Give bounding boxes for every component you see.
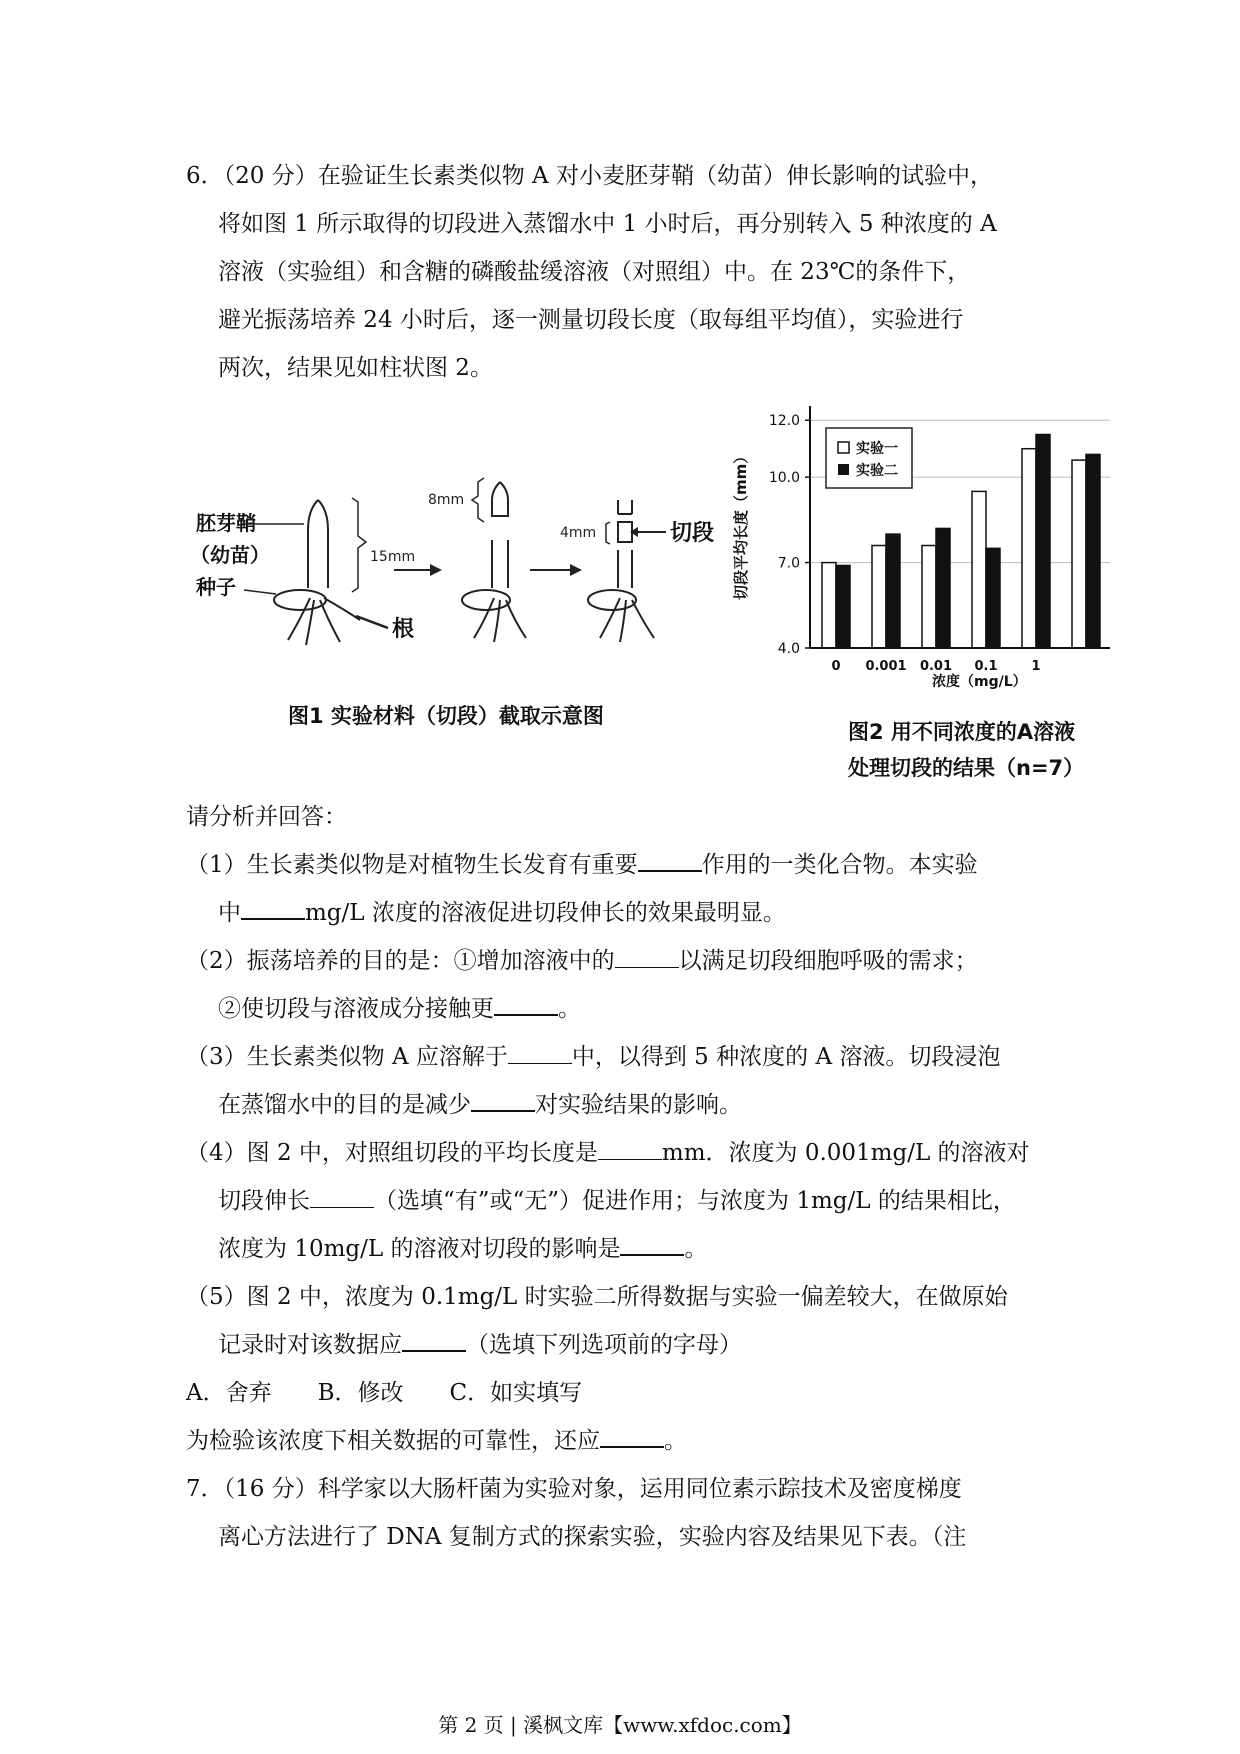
chart-x-ticks [831, 659, 1040, 674]
q1-line-1 [186, 850, 978, 880]
y-axis-label: 切段平均长度（mm） [732, 448, 750, 600]
q2-blank-2[interactable] [494, 994, 558, 1016]
bar-series-1-cat-4 [1022, 449, 1036, 648]
q1-text-b: 作用的一类化合物。本实验 [701, 852, 978, 878]
q4-text-c: 切段伸长 [218, 1188, 310, 1214]
bar-series-2-cat-0 [836, 565, 850, 648]
bar-series-2-cat-4 [1036, 434, 1050, 648]
label-seed: 种子 [196, 575, 236, 599]
q6-line-4: 避光振荡培养 24 小时后，逐一测量切段长度（取每组平均值），实验进行 [218, 307, 964, 333]
q6-line-5: 两次，结果见如柱状图 2。 [218, 355, 493, 381]
q6-line-3: 溶液（实验组）和含糖的磷酸盐缓溶液（对照组）中。在 23℃的条件下， [218, 259, 971, 285]
q2-line-1 [186, 946, 978, 976]
q4-line-3 [218, 1234, 707, 1264]
q4-text-e: 浓度为 10mg/L 的溶液对切段的影响是 [218, 1236, 621, 1262]
bar-series-1-cat-2 [922, 546, 936, 648]
q1-text-a: （1）生长素类似物是对植物生长发育有重要 [186, 852, 638, 878]
q5-line-1: （5）图 2 中，浓度为 0.1mg/L 时实验二所得数据与实验一偏差较大，在做原始 [186, 1284, 1008, 1310]
x-tick-label: 0 [831, 659, 841, 674]
q7-line-2: 离心方法进行了 DNA 复制方式的探索实验，实验内容及结果见下表。（注 [218, 1524, 967, 1550]
figure-1-diagram [180, 470, 720, 655]
q5-blank-1[interactable] [402, 1330, 466, 1352]
q5-text-c: 为检验该浓度下相关数据的可靠性，还应 [186, 1428, 600, 1454]
figure-2-chart [722, 400, 1122, 690]
legend-label-series-1: 实验一 [856, 441, 898, 457]
bar-series-1-cat-3 [972, 491, 986, 648]
q4-text-b: mm．浓度为 0.001mg/L 的溶液对 [661, 1140, 1030, 1166]
seedling-cut-tip [462, 482, 526, 642]
label-seedling: （幼苗） [190, 543, 270, 567]
legend-label-series-2: 实验二 [856, 463, 898, 479]
y-tick-label: 7.0 [777, 555, 800, 572]
legend-box [826, 428, 912, 488]
label-coleoptile: 胚芽鞘 [196, 511, 256, 535]
q6-line-2: 将如图 1 所示取得的切段进入蒸馏水中 1 小时后，再分别转入 5 种浓度的 A [218, 211, 997, 237]
figure-2-caption-line-1: 图2 用不同浓度的A溶液 [848, 720, 1076, 744]
figure-1-caption: 图1 实验材料（切段）截取示意图 [288, 704, 604, 728]
y-tick-label: 12.0 [768, 413, 800, 430]
bar-series-2-cat-1 [886, 534, 900, 648]
bar-series-2-cat-3 [986, 548, 1000, 648]
label-8mm: 8mm [428, 492, 465, 508]
q2-text-a: （2）振荡培养的目的是：①增加溶液中的 [186, 948, 615, 974]
page-footer: 第 2 页 | 溪枫文库【www.xfdoc.com】 [438, 1713, 802, 1737]
q5-options: A．舍弃 B．修改 C．如实填写 [186, 1380, 583, 1406]
q4-text-a: （4）图 2 中，对照组切段的平均长度是 [186, 1140, 598, 1166]
seedling-full [274, 500, 360, 645]
q1-text-c: 中 [218, 900, 241, 926]
bar-series-2-cat-5 [1086, 454, 1100, 648]
q1-blank-2[interactable] [241, 898, 305, 920]
q1-text-d: mg/L 浓度的溶液促进切段伸长的效果最明显。 [305, 900, 786, 926]
q4-blank-1[interactable] [598, 1139, 662, 1160]
q3-blank-1[interactable] [508, 1043, 572, 1064]
y-tick-label: 4.0 [777, 641, 800, 657]
q3-text-b: 中，以得到 5 种浓度的 A 溶液。切段浸泡 [571, 1044, 1001, 1070]
q4-blank-3[interactable] [620, 1234, 684, 1256]
q5-text-b: （选填下列选项前的字母） [466, 1332, 742, 1358]
x-tick-label: 1 [1031, 659, 1041, 674]
label-4mm: 4mm [560, 525, 597, 541]
chart-y-ticks [769, 413, 810, 657]
q2-text-b: 以满足切段细胞呼吸的需求； [678, 948, 978, 974]
q2-blank-1[interactable] [615, 947, 679, 968]
label-segment: 切段 [670, 521, 715, 546]
legend-swatch-series-1 [838, 442, 849, 453]
q4-text-f: 。 [684, 1236, 708, 1262]
q4-line-2 [218, 1186, 1016, 1216]
legend-swatch-series-2 [838, 464, 849, 475]
label-15mm: 15mm [370, 549, 416, 565]
q5-text-a: 记录时对该数据应 [218, 1332, 402, 1358]
seedling-segment [588, 500, 654, 642]
q5-line-3 [186, 1426, 687, 1456]
bar-series-2-cat-2 [936, 528, 950, 648]
q2-line-2 [218, 994, 581, 1024]
q3-line-2 [218, 1090, 742, 1120]
q4-line-1 [186, 1138, 1030, 1168]
q3-text-d: 对实验结果的影响。 [535, 1092, 742, 1118]
q1-line-2 [218, 898, 786, 928]
q3-blank-2[interactable] [471, 1090, 535, 1112]
figure-2-caption-line-2: 处理切段的结果（n=7） [848, 756, 1085, 780]
q4-text-d: （选填“有”或“无”）促进作用；与浓度为 1mg/L 的结果相比， [374, 1188, 1016, 1214]
q4-blank-2[interactable] [310, 1187, 374, 1208]
x-tick-label: 0.01 [919, 659, 953, 674]
label-root: 根 [392, 617, 415, 642]
q7-line-1: 7．（16 分）科学家以大肠杆菌为实验对象，运用同位素示踪技术及密度梯度 [186, 1476, 962, 1502]
y-tick-label: 10.0 [768, 470, 800, 487]
x-axis-label: 浓度（mg/L） [932, 674, 1027, 690]
q3-line-1 [186, 1042, 1000, 1072]
x-tick-label: 0.001 [865, 659, 907, 674]
q5-line-2 [218, 1330, 742, 1360]
q2-text-c: ②使切段与溶液成分接触更 [218, 996, 494, 1022]
q6-line-1: 6．（20 分）在验证生长素类似物 A 对小麦胚芽鞘（幼苗）伸长影响的试验中， [186, 163, 993, 189]
q3-text-a: （3）生长素类似物 A 应溶解于 [186, 1044, 508, 1070]
q2-text-d: 。 [558, 996, 581, 1022]
x-tick-label: 0.1 [974, 659, 998, 674]
q5-text-d: 。 [664, 1428, 687, 1454]
q3-text-c: 在蒸馏水中的目的是减少 [218, 1092, 471, 1118]
bar-series-1-cat-1 [872, 546, 886, 648]
bar-series-1-cat-0 [822, 563, 836, 648]
bar-series-1-cat-5 [1072, 460, 1086, 648]
q5-blank-2[interactable] [600, 1426, 664, 1448]
q1-blank-1[interactable] [638, 850, 702, 872]
questions-intro: 请分析并回答： [186, 804, 347, 830]
